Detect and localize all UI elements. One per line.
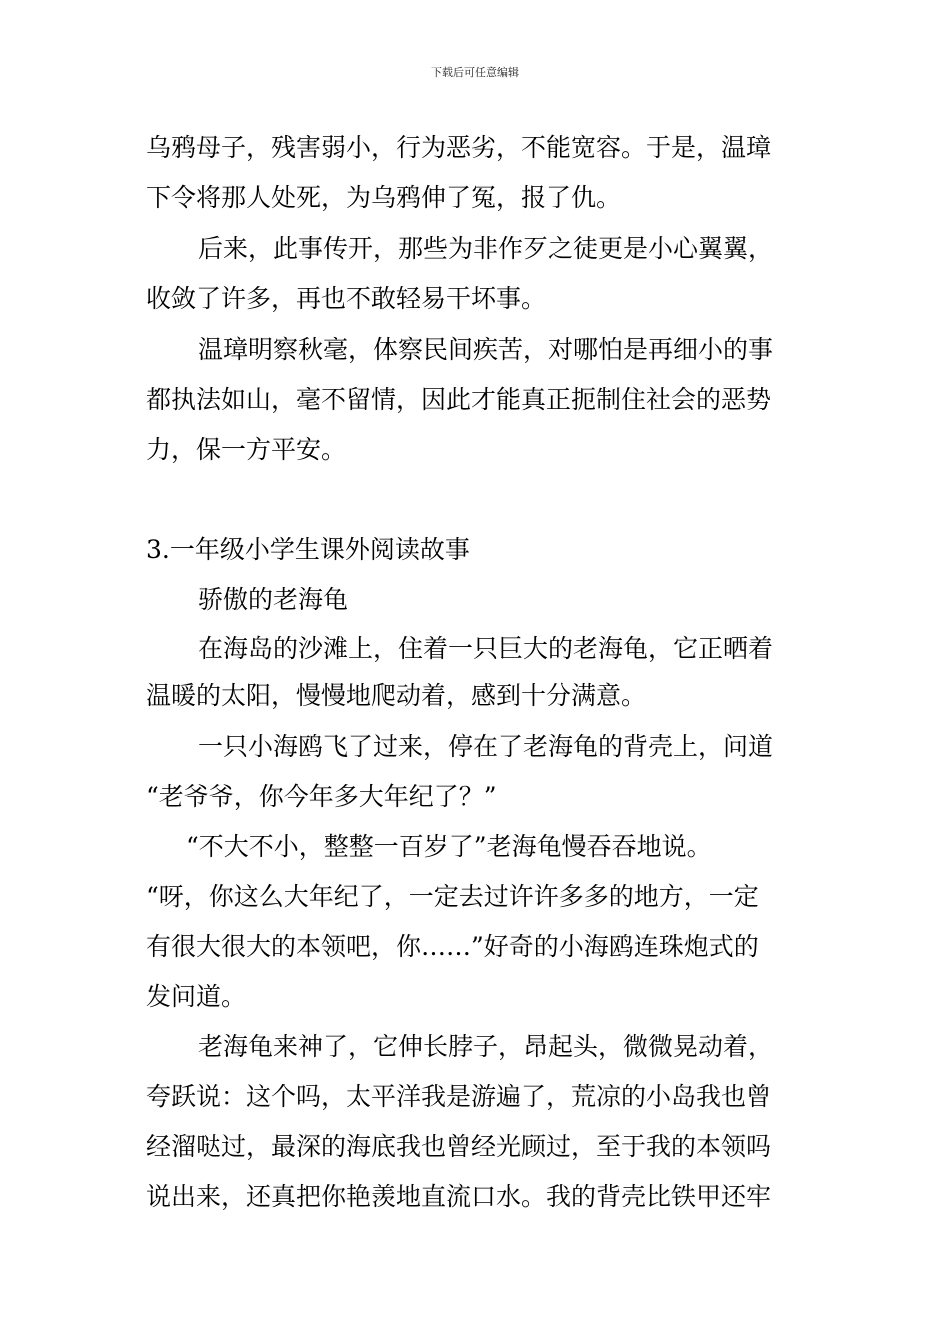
text-line: 都执法如山，毫不留情，因此才能真正扼制住社会的恶势: [146, 385, 772, 414]
text-line: 乌鸦母子，残害弱小，行为恶劣，不能宽容。于是，温璋: [146, 133, 772, 162]
text-line: “呀，你这么大年纪了，一定去过许许多多的地方，一定: [146, 882, 759, 911]
page-header: 下载后可任意编辑: [431, 66, 519, 79]
text-line: 后来，此事传开，那些为非作歹之徒更是小心翼翼，: [198, 234, 774, 263]
text-line: 下令将那人处死，为乌鸦伸了冤，报了仇。: [146, 183, 622, 212]
text-line: 在海岛的沙滩上，住着一只巨大的老海龟，它正晒着: [198, 634, 774, 663]
text-line: “不大不小，整整一百岁了”老海龟慢吞吞地说。: [186, 832, 712, 861]
text-line: 老海龟来神了，它伸长脖子，昂起头，微微晃动着，: [198, 1032, 774, 1061]
text-line: 力，保一方平安。: [146, 435, 347, 464]
text-line: 收敛了许多，再也不敢轻易干坏事。: [146, 284, 547, 313]
section-heading: 3.一年级小学生课外阅读故事: [146, 535, 470, 564]
text-line: 一只小海鸥飞了过来，停在了老海龟的背壳上，问道: [198, 732, 774, 761]
text-line: 说出来，还真把你艳羡地直流口水。我的背壳比铁甲还牢: [146, 1182, 772, 1211]
text-line: 夸跃说：这个吗，太平洋我是游遍了，荒凉的小岛我也曾: [146, 1082, 772, 1111]
text-line: 温暖的太阳，慢慢地爬动着，感到十分满意。: [146, 681, 647, 710]
text-line: 经溜哒过，最深的海底我也曾经光顾过，至于我的本领吗: [146, 1132, 772, 1161]
story-title: 骄傲的老海龟: [198, 585, 349, 614]
text-line: “老爷爷，你今年多大年纪了？”: [146, 782, 497, 811]
text-line: 发问道。: [146, 982, 247, 1011]
text-line: 温璋明察秋毫，体察民间疾苦，对哪怕是再细小的事: [198, 335, 774, 364]
text-line: 有很大很大的本领吧，你……”好奇的小海鸥连珠炮式的: [146, 932, 759, 961]
